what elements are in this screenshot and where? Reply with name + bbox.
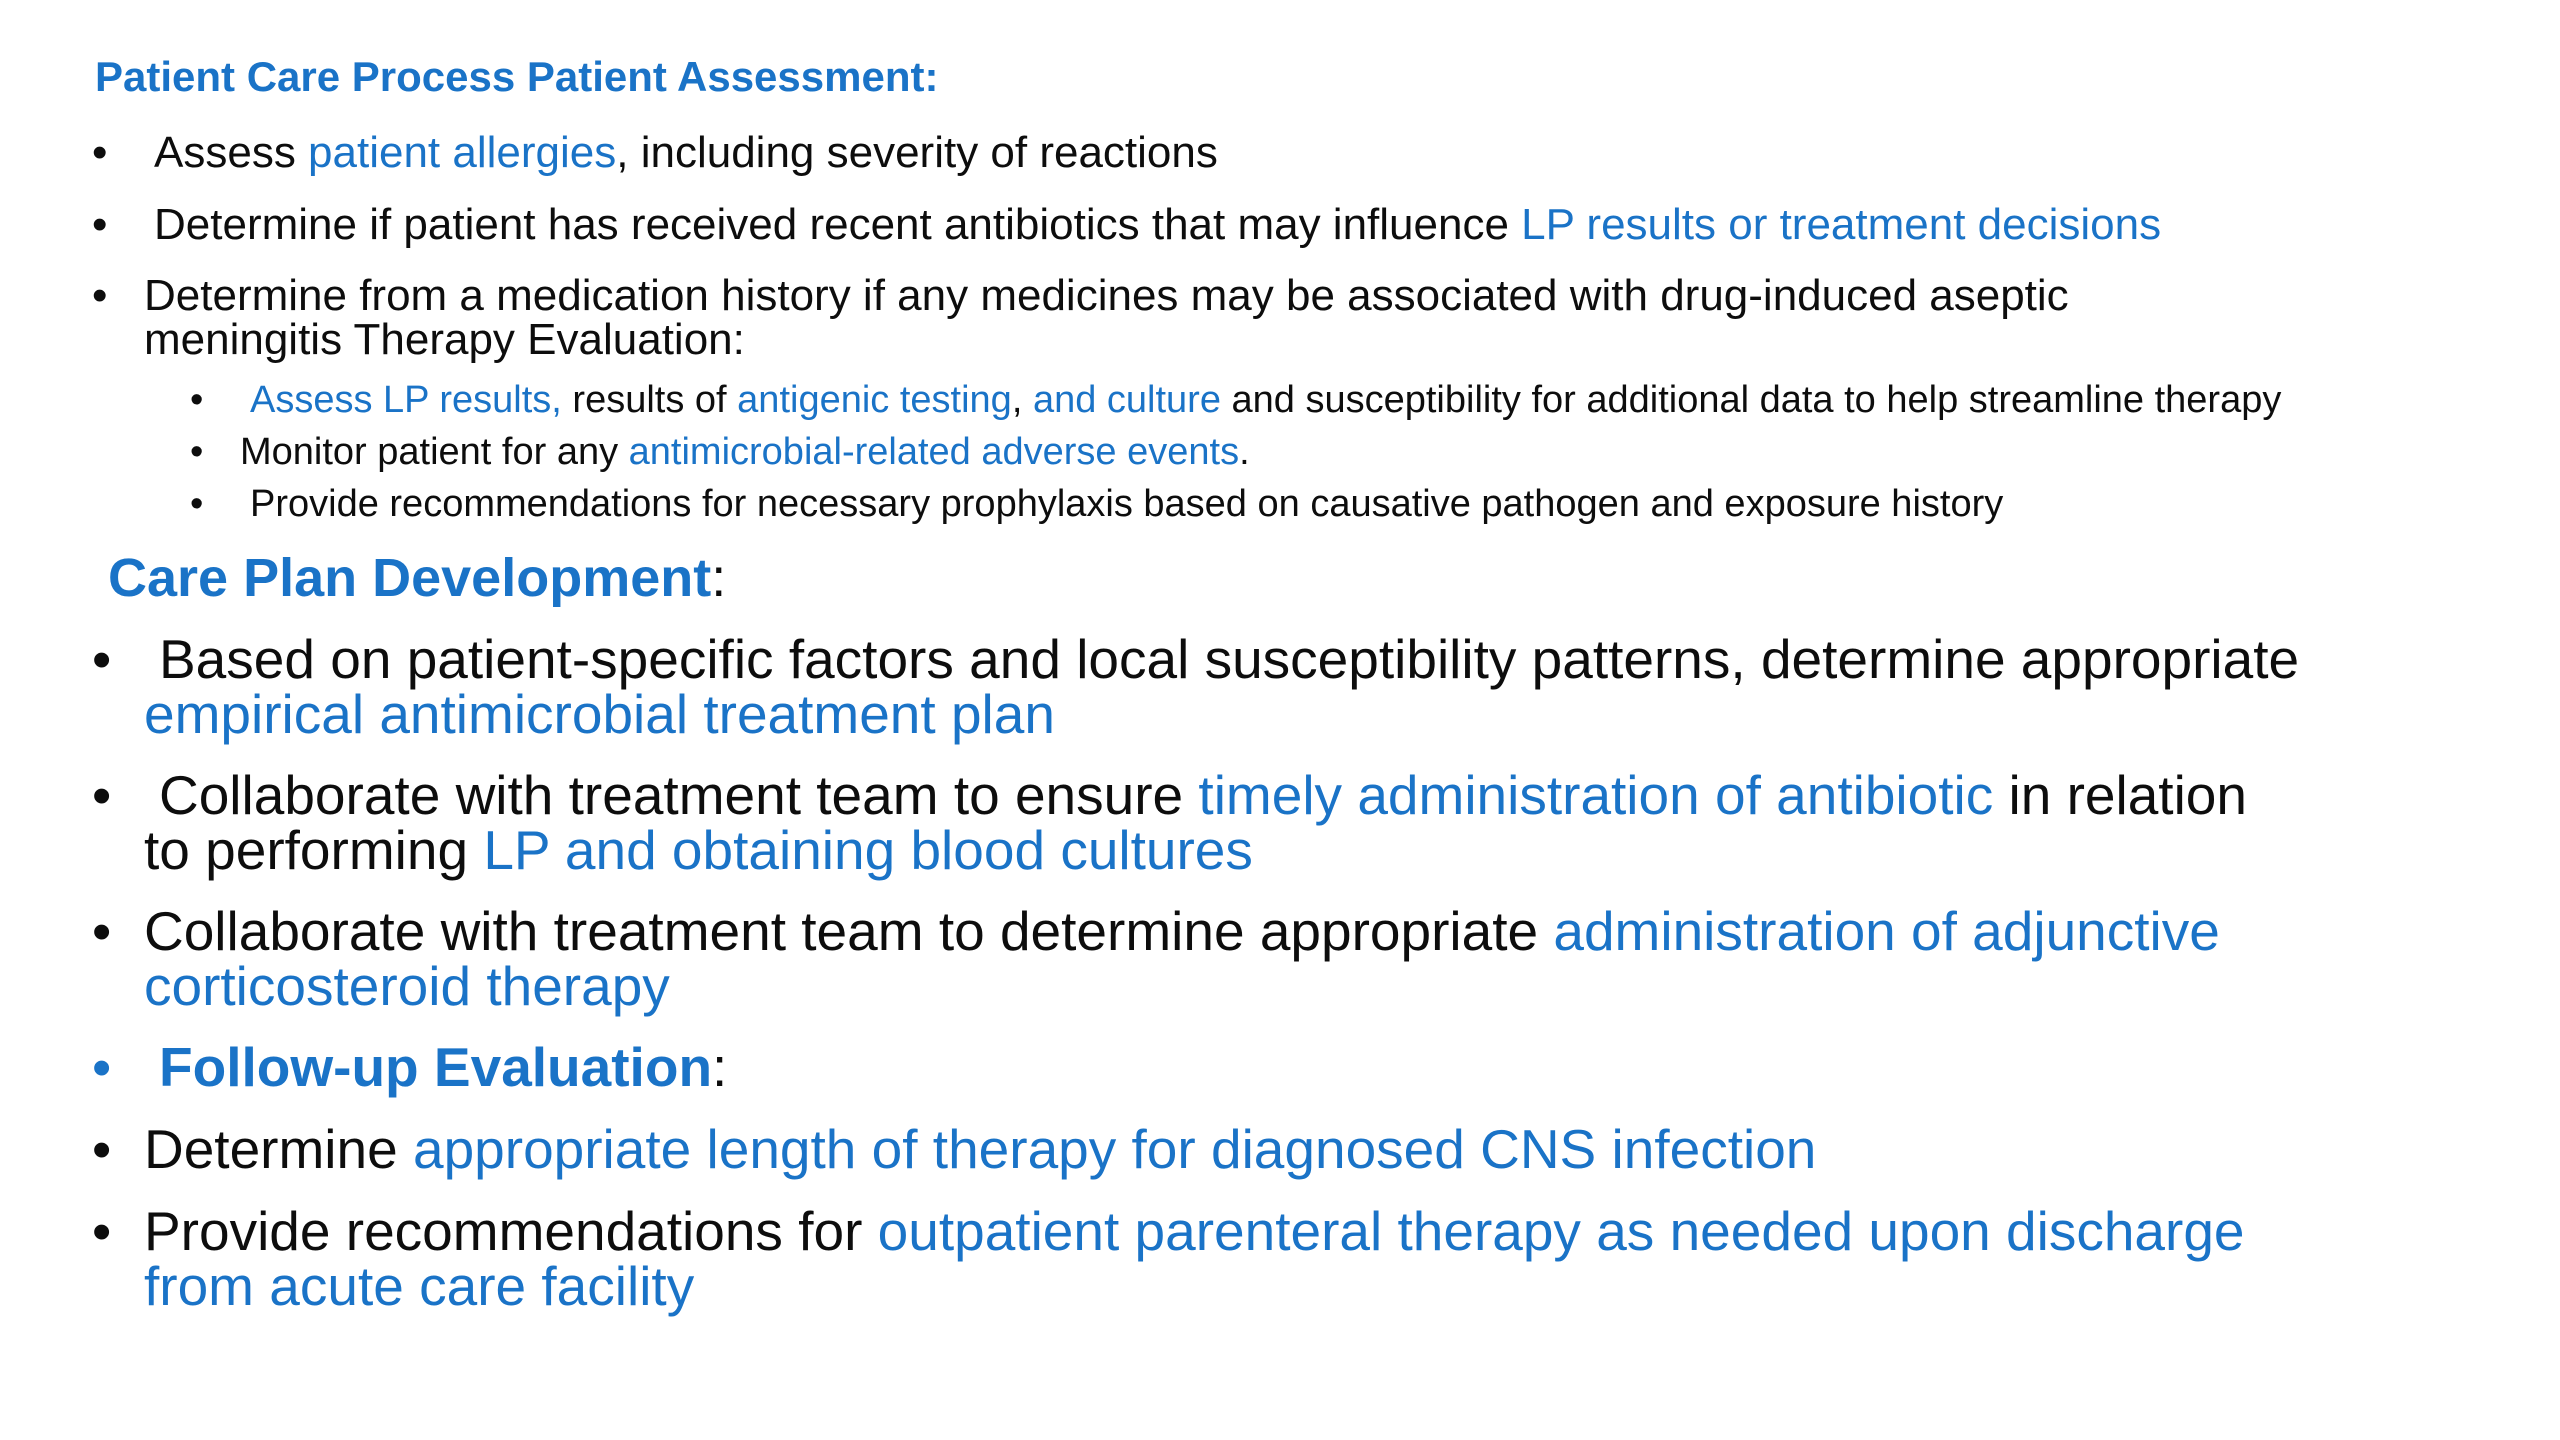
bullet-icon: •	[190, 483, 204, 525]
subitem-prophylaxis: • Provide recommendations for necessary prophylaxis based on causative pathogen and exposure history	[190, 483, 2004, 525]
bullet-icon: •	[92, 1036, 112, 1098]
subitem-lp-results: • Assess LP results, results of antigenic testing, and culture and susceptibility for additional data to help streamline therapy	[190, 379, 2282, 421]
followup-item-length: • Determine appropriate length of therapy for diagnosed CNS infection	[92, 1118, 1817, 1180]
assessment-heading: Patient Care Process Patient Assessment:	[95, 53, 939, 100]
bullet-icon: •	[92, 628, 112, 690]
followup-heading: • Follow-up Evaluation:	[92, 1036, 728, 1098]
bullet-icon: •	[92, 200, 108, 249]
assessment-item-antibiotics: • Determine if patient has received recent antibiotics that may influence LP results or treatment decisions	[92, 200, 2162, 249]
care-plan-item-corticosteroid: • Collaborate with treatment team to determine appropriate administration of adjunctive corticosteroid therapy	[92, 900, 2220, 1017]
subitem-adverse-events: • Monitor patient for any antimicrobial-related adverse events.	[190, 431, 1250, 473]
bullet-icon: •	[92, 1200, 112, 1262]
bullet-icon: •	[92, 1118, 112, 1180]
bullet-icon: •	[92, 900, 112, 962]
bullet-icon: •	[92, 764, 112, 826]
assessment-item-allergies: • Assess patient allergies, including severity of reactions	[92, 128, 1218, 177]
care-plan-item-timely: • Collaborate with treatment team to ensure timely administration of antibiotic in relation to performing LP and obtaining blood cultures	[92, 764, 2247, 881]
bullet-icon: •	[92, 271, 108, 320]
bullet-icon: •	[92, 128, 108, 177]
care-plan-item-empirical: • Based on patient-specific factors and local susceptibility patterns, determine appropriate empirical antimicrobial treatment plan	[92, 628, 2300, 745]
bullet-icon: •	[190, 379, 204, 421]
followup-item-outpatient: • Provide recommendations for outpatient parenteral therapy as needed upon discharge from acute care facility	[92, 1200, 2245, 1317]
assessment-item-medication-history: • Determine from a medication history if any medicines may be associated with drug-induced aseptic meningitis Therapy Evaluation:	[92, 271, 2069, 364]
bullet-icon: •	[190, 431, 204, 473]
care-plan-heading: Care Plan Development:	[108, 548, 727, 608]
